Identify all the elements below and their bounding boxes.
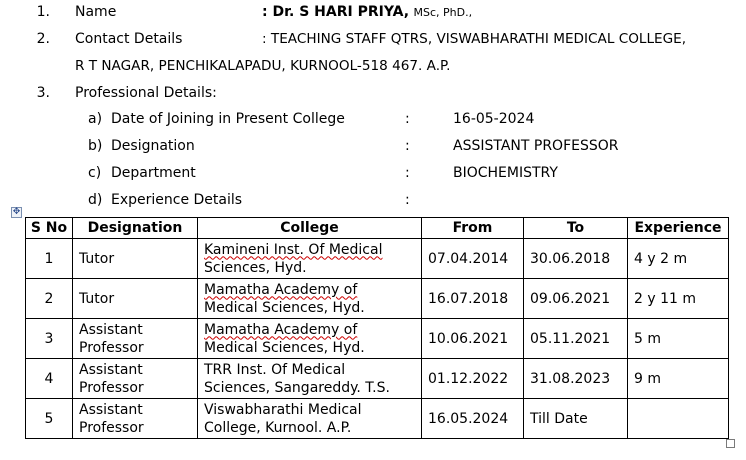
- contact-line-2: R T NAGAR, PENCHIKALAPADU, KURNOOL-518 467. A.P.: [75, 58, 451, 74]
- detail-label: Department: [111, 165, 196, 181]
- cell-experience: 4 y 2 m: [628, 239, 729, 279]
- cell-designation: Assistant Professor: [73, 359, 198, 399]
- contact-line-1: : TEACHING STAFF QTRS, VISWABHARATHI MEDICAL COLLEGE,: [262, 31, 687, 47]
- header-to: To: [524, 218, 628, 239]
- table-row: [26, 319, 729, 359]
- cell-from: 01.12.2022: [422, 359, 524, 399]
- cell-to: 05.11.2021: [524, 319, 628, 359]
- detail-colon: :: [405, 111, 410, 127]
- detail-colon: :: [405, 165, 410, 181]
- header-sno: S No: [26, 218, 73, 239]
- table-row: [26, 279, 729, 319]
- professional-details-label: Professional Details:: [75, 85, 217, 101]
- college-line-2: Medical Sciences, Hyd.: [204, 339, 365, 356]
- cell-college: [198, 359, 422, 399]
- cell-designation: Tutor: [73, 239, 198, 279]
- cell-sno: 3: [26, 319, 73, 359]
- name-value: [262, 4, 472, 20]
- cell-experience: 5 m: [628, 319, 729, 359]
- cell-sno: 4: [26, 359, 73, 399]
- table-row: [26, 239, 729, 279]
- qualifications: MSc, PhD.,: [413, 6, 473, 19]
- name-label: Name: [75, 4, 117, 20]
- college-line-1: Mamatha Academy of: [204, 281, 358, 298]
- cell-sno: 2: [26, 279, 73, 319]
- experience-table: [25, 217, 729, 439]
- table-resize-handle-icon[interactable]: [726, 439, 735, 448]
- cell-college: [198, 239, 422, 279]
- college-line-1: TRR Inst. Of Medical: [204, 361, 346, 378]
- detail-label: Experience Details: [111, 192, 243, 208]
- cell-to: 30.06.2018: [524, 239, 628, 279]
- cell-to: Till Date: [524, 399, 628, 439]
- cell-from: 16.05.2024: [422, 399, 524, 439]
- cell-sno: 1: [26, 239, 73, 279]
- name-text: : Dr. S HARI PRIYA,: [262, 4, 410, 20]
- table-row: [26, 399, 729, 439]
- header-designation: Designation: [73, 218, 198, 239]
- cell-college: [198, 279, 422, 319]
- detail-colon: :: [405, 138, 410, 154]
- detail-letter: a): [88, 111, 103, 127]
- detail-value: 16-05-2024: [453, 111, 535, 127]
- college-line-1: Viswabharathi Medical: [204, 401, 362, 418]
- cell-from: 10.06.2021: [422, 319, 524, 359]
- table-row: [26, 359, 729, 399]
- detail-colon: :: [405, 192, 410, 208]
- cell-designation: Tutor: [73, 279, 198, 319]
- cell-college: [198, 319, 422, 359]
- detail-letter: b): [88, 138, 103, 154]
- item-3-number: 3.: [36, 85, 50, 101]
- detail-letter: c): [88, 165, 102, 181]
- college-line-2: Sciences, Sangareddy. T.S.: [204, 379, 390, 396]
- cell-to: 31.08.2023: [524, 359, 628, 399]
- cell-experience: 2 y 11 m: [628, 279, 729, 319]
- detail-value: BIOCHEMISTRY: [453, 165, 558, 181]
- college-line-2: Sciences, Hyd.: [204, 259, 307, 276]
- college-line-2: College, Kurnool. A.P.: [204, 419, 352, 436]
- college-line-2: Medical Sciences, Hyd.: [204, 299, 365, 316]
- college-line-1: Mamatha Academy of: [204, 321, 358, 338]
- header-experience: Experience: [628, 218, 729, 239]
- item-1-number: 1.: [36, 4, 50, 20]
- header-college: College: [198, 218, 422, 239]
- detail-value: ASSISTANT PROFESSOR: [453, 138, 619, 154]
- table-header-row: [26, 218, 729, 239]
- cell-experience: 9 m: [628, 359, 729, 399]
- cell-from: 07.04.2014: [422, 239, 524, 279]
- college-line-1: Kamineni Inst. Of Medical: [204, 241, 383, 258]
- cell-sno: 5: [26, 399, 73, 439]
- table-move-handle-icon[interactable]: ✥: [12, 207, 21, 217]
- cell-designation: Assistant Professor: [73, 319, 198, 359]
- header-from: From: [422, 218, 524, 239]
- item-2-number: 2.: [36, 31, 50, 47]
- contact-label: Contact Details: [75, 31, 183, 47]
- detail-label: Date of Joining in Present College: [111, 111, 345, 127]
- cell-to: 09.06.2021: [524, 279, 628, 319]
- cell-from: 16.07.2018: [422, 279, 524, 319]
- cell-designation: Assistant Professor: [73, 399, 198, 439]
- detail-label: Designation: [111, 138, 195, 154]
- detail-letter: d): [88, 192, 103, 208]
- cell-experience: [628, 399, 729, 439]
- cell-college: [198, 399, 422, 439]
